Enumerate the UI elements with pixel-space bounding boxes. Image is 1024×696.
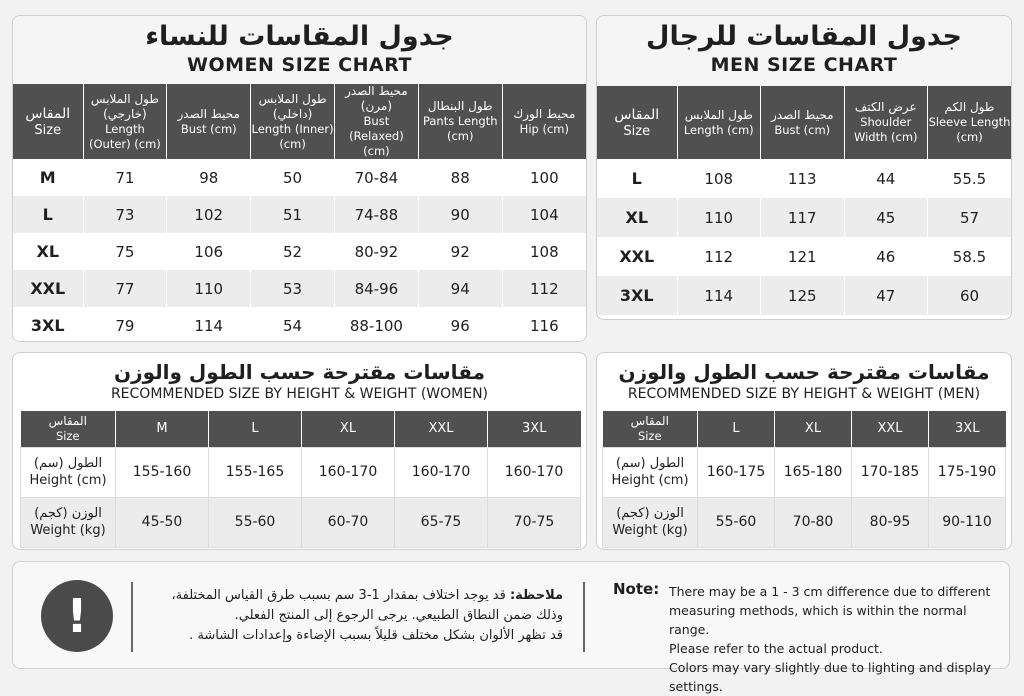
table-row: [597, 198, 1011, 237]
table-cell: 55-60: [698, 497, 775, 547]
men-rec-size-col: XXL: [852, 411, 929, 447]
men-col-bust: محيط الصدر Bust (cm): [761, 86, 845, 159]
women-rec-size-col: XXL: [395, 411, 488, 447]
table-cell: 53: [251, 270, 335, 307]
table-cell: 77: [83, 270, 167, 307]
note-panel: [12, 561, 1010, 694]
size-cell: L: [597, 159, 677, 198]
women-col-bust-relaxed: محيط الصدر (مرن) Bust (Relaxed) (cm): [334, 84, 418, 159]
size-cell: XL: [13, 233, 83, 270]
table-cell: 88: [418, 159, 502, 196]
table-cell: 55-60: [209, 497, 302, 547]
note-label-en: Note:: [613, 580, 660, 598]
table-cell: 108: [677, 159, 761, 198]
table-cell: 57: [928, 198, 1012, 237]
women-rec-size-col: L: [209, 411, 302, 447]
table-cell: 165-180: [775, 447, 852, 497]
table-cell: 47: [844, 276, 928, 315]
table-cell: 116: [502, 307, 586, 342]
table-cell: 73: [83, 196, 167, 233]
table-row: [21, 497, 581, 547]
note-label-ar: ملاحظة:: [509, 588, 563, 603]
note-ar-line-2: وذلك ضمن النطاق الطبيعي. يرجى الرجوع إلى المنتج الفعلي.: [234, 608, 563, 623]
men-rec-size-header: المقاس Size: [603, 411, 698, 447]
size-cell: XXL: [13, 270, 83, 307]
table-cell: 106: [167, 233, 251, 270]
table-cell: 114: [167, 307, 251, 342]
table-row: [603, 497, 1006, 547]
table-cell: 117: [761, 198, 845, 237]
table-cell: 125: [761, 276, 845, 315]
table-cell: 60: [928, 276, 1012, 315]
men-rec-title-en: RECOMMENDED SIZE BY HEIGHT & WEIGHT (MEN): [627, 386, 981, 402]
table-cell: 102: [167, 196, 251, 233]
table-cell: 160-170: [488, 447, 581, 497]
men-rec-size-col: XL: [775, 411, 852, 447]
table-cell: 74-88: [334, 196, 418, 233]
men-col-size: المقاس Size: [597, 86, 677, 159]
men-chart-title-en: MEN SIZE CHART: [710, 54, 898, 76]
women-chart-header: [13, 16, 586, 84]
table-cell: 70-80: [775, 497, 852, 547]
table-row: [13, 233, 586, 270]
table-cell: 80-95: [852, 497, 929, 547]
table-cell: 58.5: [928, 237, 1012, 276]
men-chart-title-ar: جدول المقاسات للرجال: [646, 21, 962, 52]
table-cell: 155-165: [209, 447, 302, 497]
table-cell: 170-185: [852, 447, 929, 497]
table-cell: 65-75: [395, 497, 488, 547]
table-cell: 50: [251, 159, 335, 196]
men-rec-size-col: 3XL: [929, 411, 1006, 447]
table-cell: 108: [502, 233, 586, 270]
table-cell: 80-92: [334, 233, 418, 270]
women-recommended-table: [20, 411, 581, 548]
women-col-length-outer: طول الملابس (خارجي) Length (Outer) (cm): [83, 84, 167, 159]
women-rec-size-col: 3XL: [488, 411, 581, 447]
table-cell: 155-160: [116, 447, 209, 497]
table-cell: 160-170: [395, 447, 488, 497]
men-col-shoulder: عرض الكتف Shoulder Width (cm): [844, 86, 928, 159]
women-rec-weight-label: الوزن (كجم) Weight (kg): [21, 497, 116, 547]
table-cell: 96: [418, 307, 502, 342]
table-cell: 160-170: [302, 447, 395, 497]
note-ar-line-3: قد تظهر الألوان بشكل مختلف قليلاً بسبب الإضاءة وإعدادات الشاشة .: [189, 628, 563, 643]
women-chart-title-en: WOMEN SIZE CHART: [187, 54, 412, 76]
table-cell: 121: [761, 237, 845, 276]
women-size-chart-panel: [12, 15, 587, 342]
table-row: [21, 447, 581, 497]
women-recommended-panel: [12, 352, 587, 550]
men-rec-weight-label: الوزن (كجم) Weight (kg): [603, 497, 698, 547]
women-col-pants-length: طول البنطال Pants Length (cm): [418, 84, 502, 159]
men-size-chart-panel: [596, 15, 1012, 320]
table-row: [603, 447, 1006, 497]
table-row: [13, 307, 586, 342]
table-cell: 90: [418, 196, 502, 233]
size-cell: 3XL: [13, 307, 83, 342]
table-cell: 79: [83, 307, 167, 342]
table-cell: 110: [677, 198, 761, 237]
men-recommended-panel: [596, 352, 1012, 550]
table-row: [13, 196, 586, 233]
table-row: [597, 276, 1011, 315]
size-cell: 3XL: [597, 276, 677, 315]
women-col-bust: محيط الصدر Bust (cm): [167, 84, 251, 159]
table-cell: 110: [167, 270, 251, 307]
men-rec-title-ar: مقاسات مقترحة حسب الطول والوزن: [618, 360, 990, 384]
table-cell: 84-96: [334, 270, 418, 307]
men-col-length: طول الملابس Length (cm): [677, 86, 761, 159]
table-cell: 71: [83, 159, 167, 196]
table-cell: 88-100: [334, 307, 418, 342]
women-col-size: المقاس Size: [13, 84, 83, 159]
table-cell: 100: [502, 159, 586, 196]
table-cell: 75: [83, 233, 167, 270]
table-cell: 114: [677, 276, 761, 315]
men-recommended-table: [602, 411, 1006, 548]
men-chart-header: [597, 16, 1011, 86]
table-cell: 45: [844, 198, 928, 237]
table-cell: 90-110: [929, 497, 1006, 547]
table-cell: 46: [844, 237, 928, 276]
women-rec-size-col: XL: [302, 411, 395, 447]
table-cell: 92: [418, 233, 502, 270]
table-cell: 70-84: [334, 159, 418, 196]
note-en-line-4: Colors may vary slightly due to lighting and display settings.: [669, 660, 991, 694]
table-cell: 104: [502, 196, 586, 233]
table-row: [13, 270, 586, 307]
size-cell: XXL: [597, 237, 677, 276]
table-cell: 160-175: [698, 447, 775, 497]
size-cell: L: [13, 196, 83, 233]
table-cell: 60-70: [302, 497, 395, 547]
women-rec-size-col: M: [116, 411, 209, 447]
women-rec-height-label: الطول (سم) Height (cm): [21, 447, 116, 497]
note-en-line-2: measuring methods, which is within the normal range.: [669, 603, 967, 637]
note-ar-line-1: قد يوجد اختلاف بمقدار 1-3 سم بسبب طرق القياس المختلفة،: [171, 588, 506, 603]
note-text-ar: [163, 586, 563, 646]
women-col-length-inner: طول الملابس (داخلي) Length (Inner) (cm): [251, 84, 335, 159]
divider: [131, 582, 133, 652]
table-cell: 112: [677, 237, 761, 276]
table-cell: 112: [502, 270, 586, 307]
women-rec-title-en: RECOMMENDED SIZE BY HEIGHT & WEIGHT (WOMEN): [110, 386, 489, 402]
table-cell: 70-75: [488, 497, 581, 547]
size-cell: XL: [597, 198, 677, 237]
table-cell: 45-50: [116, 497, 209, 547]
women-rec-size-header: المقاس Size: [21, 411, 116, 447]
table-cell: 98: [167, 159, 251, 196]
women-size-table: [13, 84, 586, 342]
table-cell: 94: [418, 270, 502, 307]
men-rec-height-label: الطول (سم) Height (cm): [603, 447, 698, 497]
table-cell: 44: [844, 159, 928, 198]
divider: [583, 582, 585, 652]
exclamation-icon: !: [41, 580, 113, 652]
note-en-line-1: There may be a 1 - 3 cm difference due to different: [669, 584, 991, 599]
table-row: [597, 237, 1011, 276]
table-cell: 55.5: [928, 159, 1012, 198]
table-cell: 51: [251, 196, 335, 233]
men-size-table: [597, 86, 1011, 315]
table-row: [597, 159, 1011, 198]
table-cell: 175-190: [929, 447, 1006, 497]
note-en-line-3: Please refer to the actual product.: [669, 641, 883, 656]
note-text-en: [669, 582, 1009, 696]
table-cell: 52: [251, 233, 335, 270]
women-col-hip: محيط الورك Hip (cm): [502, 84, 586, 159]
size-cell: M: [13, 159, 83, 196]
table-cell: 54: [251, 307, 335, 342]
women-chart-title-ar: جدول المقاسات للنساء: [145, 21, 454, 52]
table-cell: 113: [761, 159, 845, 198]
women-rec-title-ar: مقاسات مقترحة حسب الطول والوزن: [114, 360, 485, 384]
table-row: [13, 159, 586, 196]
men-col-sleeve: طول الكم Sleeve Length (cm): [928, 86, 1012, 159]
men-rec-size-col: L: [698, 411, 775, 447]
